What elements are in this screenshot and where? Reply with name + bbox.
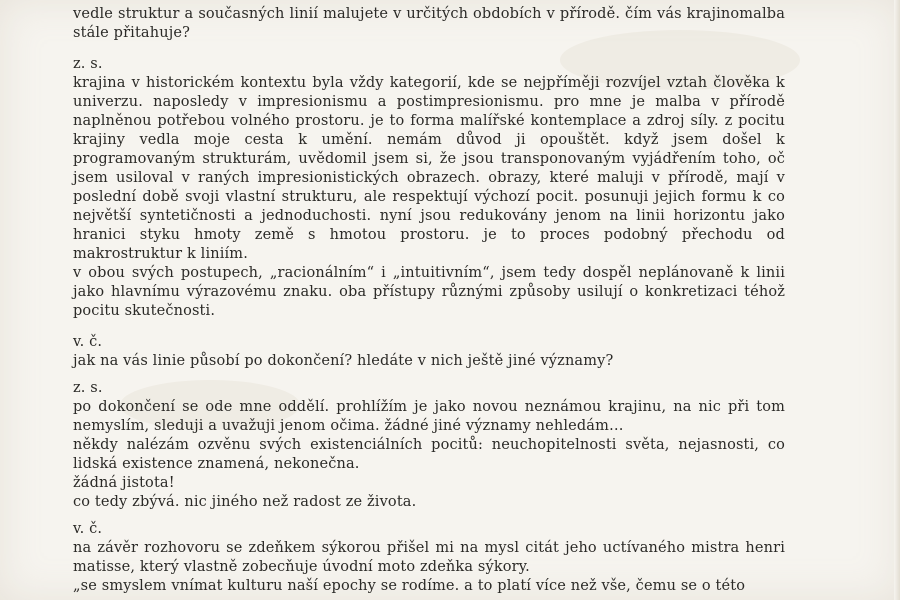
question-paragraph: jak na vás linie působí po dokončení? hledáte v nich ještě jiné významy? xyxy=(73,353,614,369)
answer-paragraph: někdy nalézám ozvěnu svých existenciálních pocitů: neuchopitelnosti světa, nejasnosti, co lidská existence znamená, nekonečna. xyxy=(73,437,785,472)
question-paragraph: na závěr rozhovoru se zdeňkem sýkorou přišel mi na mysl citát jeho uctívaného mistra henri matisse, který vlastně zobecňuje úvodní moto zdeňka sýkory. xyxy=(73,540,785,575)
answer-paragraph: co tedy zbývá. nic jiného než radost ze života. xyxy=(73,494,417,510)
answer-paragraph: žádná jistota! xyxy=(73,475,175,491)
interview-text xyxy=(73,5,785,596)
question-paragraph: vedle struktur a současných linií malujete v určitých obdobích v přírodě. čím vás krajinomalba stále přitahuje? xyxy=(73,6,785,41)
answer-paragraph: v obou svých postupech, „racionálním“ i „intuitivním“, jsem tedy dospěl neplánovaně k linii jako hlavnímu výrazovému znaku. oba přístupy různými způsoby usilují o konkretizaci téhož pocitu skutečnosti. xyxy=(73,265,785,319)
answer-paragraph: po dokončení se ode mne oddělí. prohlížím je jako novou neznámou krajinu, na nic při tom nemyslím, sleduji a uvažuji jenom očima. žádné jiné významy nehledám… xyxy=(73,399,785,434)
page-edge xyxy=(894,0,900,600)
speaker-label: v. č. xyxy=(73,521,103,537)
speaker-label: z. s. xyxy=(73,380,103,396)
speaker-label: v. č. xyxy=(73,334,103,350)
answer-paragraph: krajina v historickém kontextu byla vždy kategorií, kde se nejpříměji rozvíjel vztah člověka k univerzu. naposledy v impresionismu a postimpresionismu. pro mne je malba v přírodě naplněnou potřebou volného prostoru. je to forma malířské kontemplace a zdroj síly. z pocitu krajiny vedla moje cesta k umění. nemám důvod ji opouštět. když jsem došel k programovaným strukturám, uvědomil jsem si, že jsou transponovaným vyjádřením toho, oč jsem usiloval v raných impresionistických obrazech. obrazy, které maluji v přírodě, mají v poslední době svoji vlastní strukturu, ale respektují výchozí pocit. posunuji jejich formu k co největší syntetičnosti a jednoduchosti. nyní jsou redukovány jenom na linii horizontu jako hranici styku hmoty země s hmotou prostoru. je to proces podobný přechodu od makrostruktur k liniím. xyxy=(73,75,785,262)
quote-paragraph: „se smyslem vnímat kulturu naší epochy se rodíme. a to platí více než vše, čemu se o této xyxy=(73,578,746,594)
speaker-label: z. s. xyxy=(73,56,103,72)
